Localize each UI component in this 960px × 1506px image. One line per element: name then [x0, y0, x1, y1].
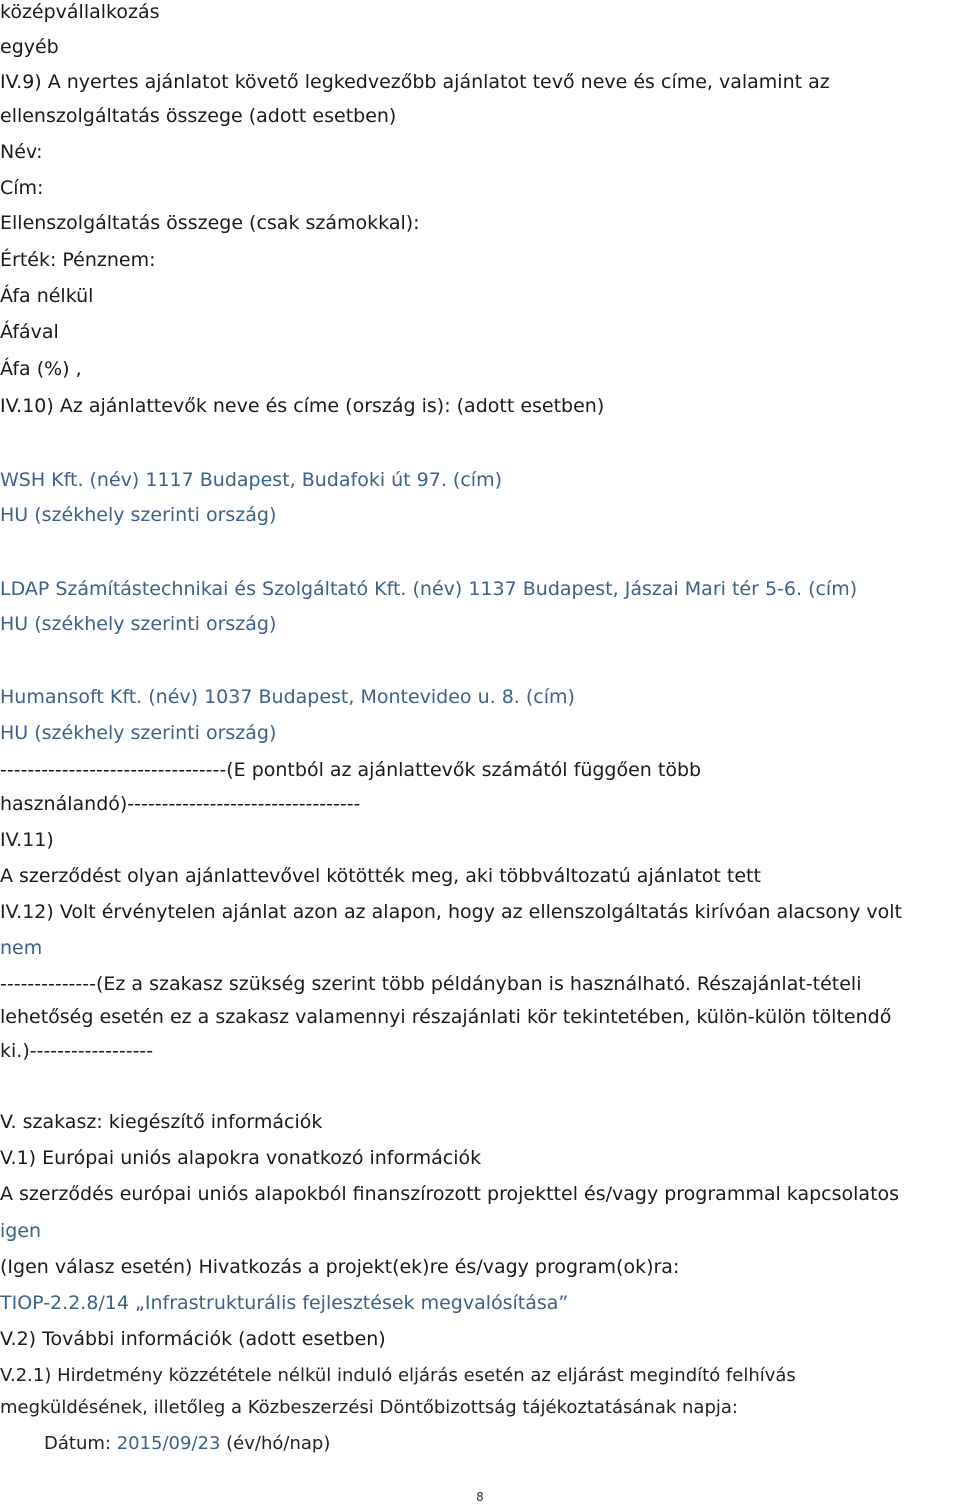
text-line: Áfa nélkül: [0, 285, 94, 307]
bidder-name: LDAP Számítástechnikai és Szolgáltató Kft.: [0, 578, 407, 600]
date-value: 2015/09/23: [116, 1433, 221, 1454]
bidder-3-name-line: [0, 685, 575, 709]
text-line: megküldésének, illetőleg a Közbeszerzési Döntőbizottság tájékoztatásának napja:: [0, 1397, 738, 1418]
name-tag: (név): [83, 469, 146, 491]
section-heading-iv11: IV.11): [0, 829, 54, 851]
page-number: 8: [476, 1490, 484, 1504]
bidder-address: 1137 Budapest, Jászai Mari tér 5-6.: [468, 578, 803, 600]
date-line: [44, 1432, 330, 1456]
bidder-2-country-line: [0, 612, 276, 636]
bidder-name: WSH Kft.: [0, 469, 84, 491]
answer-value: igen: [0, 1220, 42, 1242]
section-heading-iv10: IV.10) Az ajánlattevők neve és címe (ország is): (adott esetben): [0, 395, 605, 417]
text-line: V.2.1) Hirdetmény közzététele nélkül induló eljárás esetén az eljárást megindító felhívás: [0, 1365, 796, 1386]
address-tag: (cím): [519, 686, 575, 708]
bidder-1-country-line: [0, 503, 276, 527]
bidder-1-name-line: [0, 468, 502, 492]
bidder-country: HU: [0, 722, 29, 744]
section-heading-v1: V.1) Európai uniós alapokra vonatkozó információk: [0, 1147, 482, 1169]
text-line: Cím:: [0, 177, 44, 199]
text-line: A szerződést olyan ajánlattevővel kötötték meg, aki többváltozatú ajánlatot tett: [0, 865, 761, 887]
text-line: Ellenszolgáltatás összege (csak számokkal):: [0, 212, 420, 234]
text-line: középvállalkozás: [0, 1, 160, 23]
name-tag: (név): [406, 578, 469, 600]
text-line: A szerződés európai uniós alapokból finanszírozott projekttel és/vagy programmal kapcsolatos: [0, 1183, 900, 1205]
section-heading-iv9: IV.9) A nyertes ajánlatot követő legkedvezőbb ajánlatot tevő neve és címe, valamint az: [0, 71, 830, 93]
country-tag: (székhely szerinti ország): [28, 722, 277, 744]
country-tag: (székhely szerinti ország): [28, 613, 277, 635]
separator-note: --------------(Ez a szakasz szükség szerint több példányban is használható. Részajánlat-tételi: [0, 973, 862, 995]
address-tag: (cím): [446, 469, 502, 491]
project-reference: TIOP-2.2.8/14 „Infrastrukturális fejlesztések megvalósítása”: [0, 1292, 569, 1314]
answer-value: nem: [0, 937, 43, 959]
bidder-name: Humansoft Kft.: [0, 686, 143, 708]
separator-note: lehetőség esetén ez a szakasz valamennyi részajánlati kör tekintetében, külön-külön töltendő: [0, 1006, 892, 1028]
address-tag: (cím): [802, 578, 858, 600]
section-heading-iv12: IV.12) Volt érvénytelen ajánlat azon az alapon, hogy az ellenszolgáltatás kirívóan alacsony volt: [0, 901, 902, 923]
separator-note: használandó)----------------------------------: [0, 793, 361, 815]
separator-note: ki.)------------------: [0, 1040, 154, 1062]
bidder-address: 1117 Budapest, Budafoki út 97.: [145, 469, 447, 491]
bidder-country: HU: [0, 504, 29, 526]
bidder-2-name-line: [0, 577, 857, 601]
text-line: Áfa (%) ,: [0, 358, 82, 380]
bidder-country: HU: [0, 613, 29, 635]
text-line: ellenszolgáltatás összege (adott esetben): [0, 105, 397, 127]
text-line: Érték: Pénznem:: [0, 249, 156, 271]
bidder-3-country-line: [0, 721, 276, 745]
text-line: Név:: [0, 141, 43, 163]
separator-note: ---------------------------------(E pontból az ajánlattevők számától függően több: [0, 759, 702, 781]
date-label: Dátum:: [44, 1433, 117, 1454]
country-tag: (székhely szerinti ország): [28, 504, 277, 526]
text-line: egyéb: [0, 36, 59, 58]
name-tag: (név): [142, 686, 205, 708]
date-format: (év/hó/nap): [220, 1433, 331, 1454]
text-line: Áfával: [0, 321, 59, 343]
bidder-address: 1037 Budapest, Montevideo u. 8.: [204, 686, 520, 708]
section-heading-v2: V.2) További információk (adott esetben): [0, 1328, 386, 1350]
section-heading-v: V. szakasz: kiegészítő információk: [0, 1111, 323, 1133]
text-line: (Igen válasz esetén) Hivatkozás a projekt(ek)re és/vagy program(ok)ra:: [0, 1256, 680, 1278]
